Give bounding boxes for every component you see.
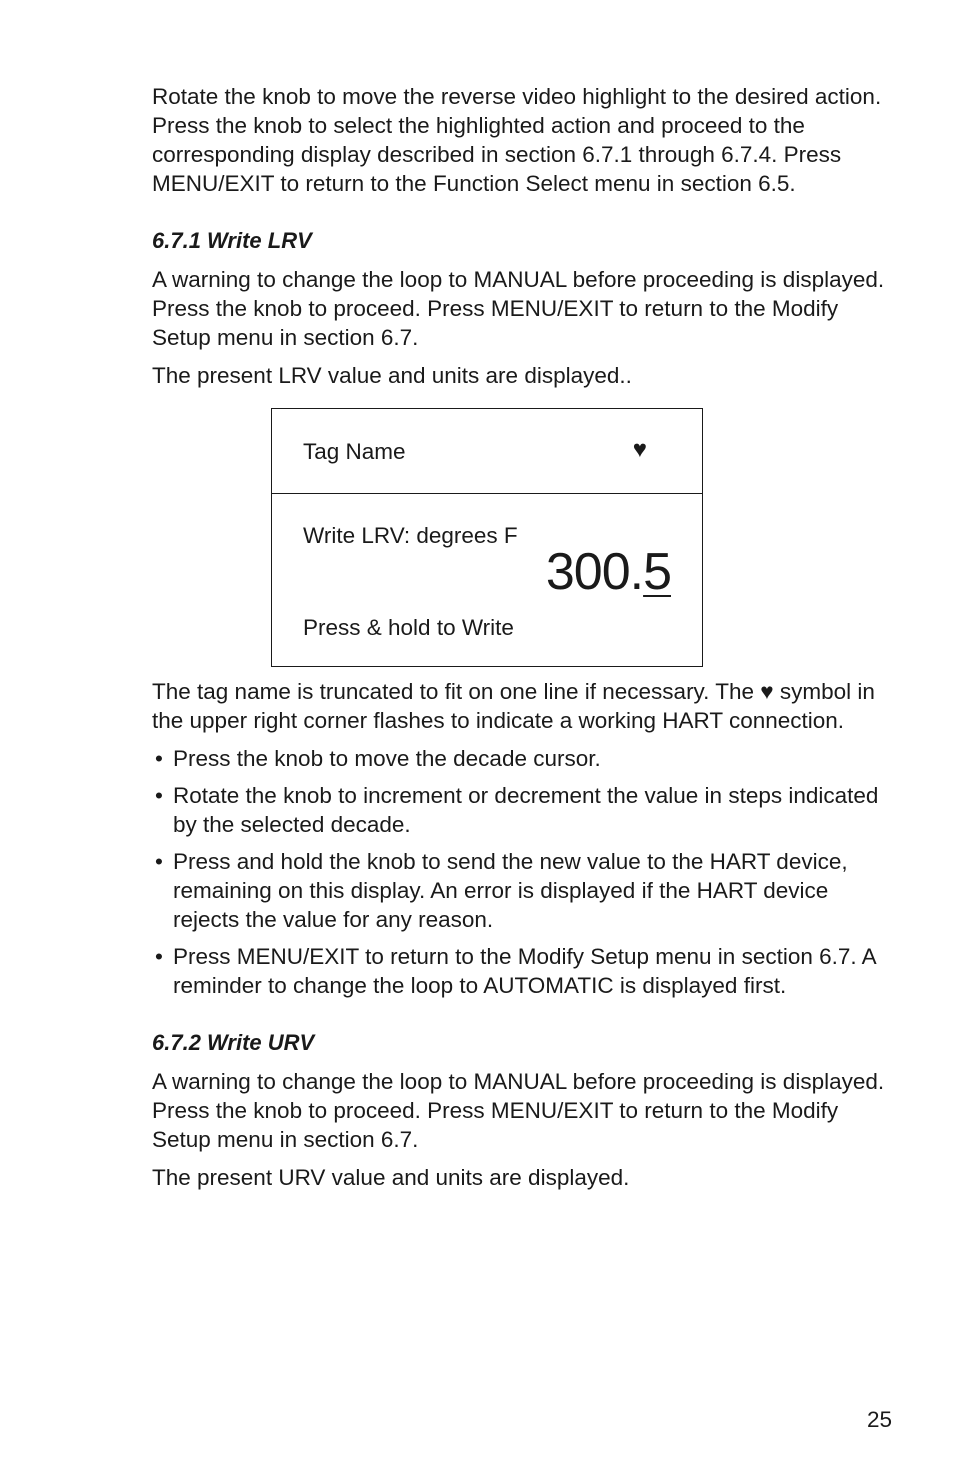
display-value-cursor-digit: 5: [643, 543, 671, 601]
list-item: • Rotate the knob to increment or decrement the value in steps indicated by the selected decade.: [152, 781, 897, 839]
write-lrv-present-value-paragraph: The present LRV value and units are displayed..: [152, 363, 632, 388]
page-number: 25: [866, 1407, 892, 1432]
write-urv-warning-paragraph: A warning to change the loop to MANUAL before proceeding is displayed. Press the knob to proceed. Press MENU/EXIT to return to the Modify Setup menu in section 6.7.: [152, 1069, 885, 1152]
list-item: • Press MENU/EXIT to return to the Modify Setup menu in section 6.7. A reminder to change the loop to AUTOMATIC is displayed first.: [152, 942, 897, 1000]
list-item: • Press and hold the knob to send the new value to the HART device, remaining on this display. An error is displayed if the HART device rejects the value for any reason.: [152, 847, 897, 934]
section-heading-write-lrv: 6.7.1 Write LRV: [152, 228, 312, 253]
manual-page: [152, 82, 897, 1201]
display-write-label: Write LRV: degrees F: [303, 523, 518, 548]
display-tag-name: Tag Name: [303, 439, 406, 464]
list-item: • Press the knob to move the decade cursor.: [152, 744, 897, 773]
write-lrv-warning-paragraph: A warning to change the loop to MANUAL before proceeding is displayed. Press the knob to proceed. Press MENU/EXIT to return to the Modify Setup menu in section 6.7.: [152, 267, 885, 350]
section-heading-write-urv: 6.7.2 Write URV: [152, 1030, 315, 1055]
heart-icon: ♥: [632, 436, 647, 463]
instruction-list: [152, 744, 897, 1000]
display-press-hold-hint: Press & hold to Write: [303, 615, 514, 640]
display-value: [546, 542, 671, 602]
display-value-main: 300.: [545, 543, 644, 601]
intro-paragraph: Rotate the knob to move the reverse video highlight to the desired action. Press the knob to select the highlighted action and proceed to the corresponding display described in section 6.7.1 through 6.7.4. Press MENU/EXIT to return to the Function Select menu in section 6.5.: [152, 84, 882, 196]
tag-name-note-paragraph: The tag name is truncated to fit on one line if necessary. The ♥ symbol in the upper right corner flashes to indicate a working HART connection.: [152, 679, 875, 733]
display-header: [272, 409, 702, 494]
write-urv-present-value-paragraph: The present URV value and units are displayed.: [152, 1165, 630, 1190]
device-display-illustration: [271, 408, 703, 667]
